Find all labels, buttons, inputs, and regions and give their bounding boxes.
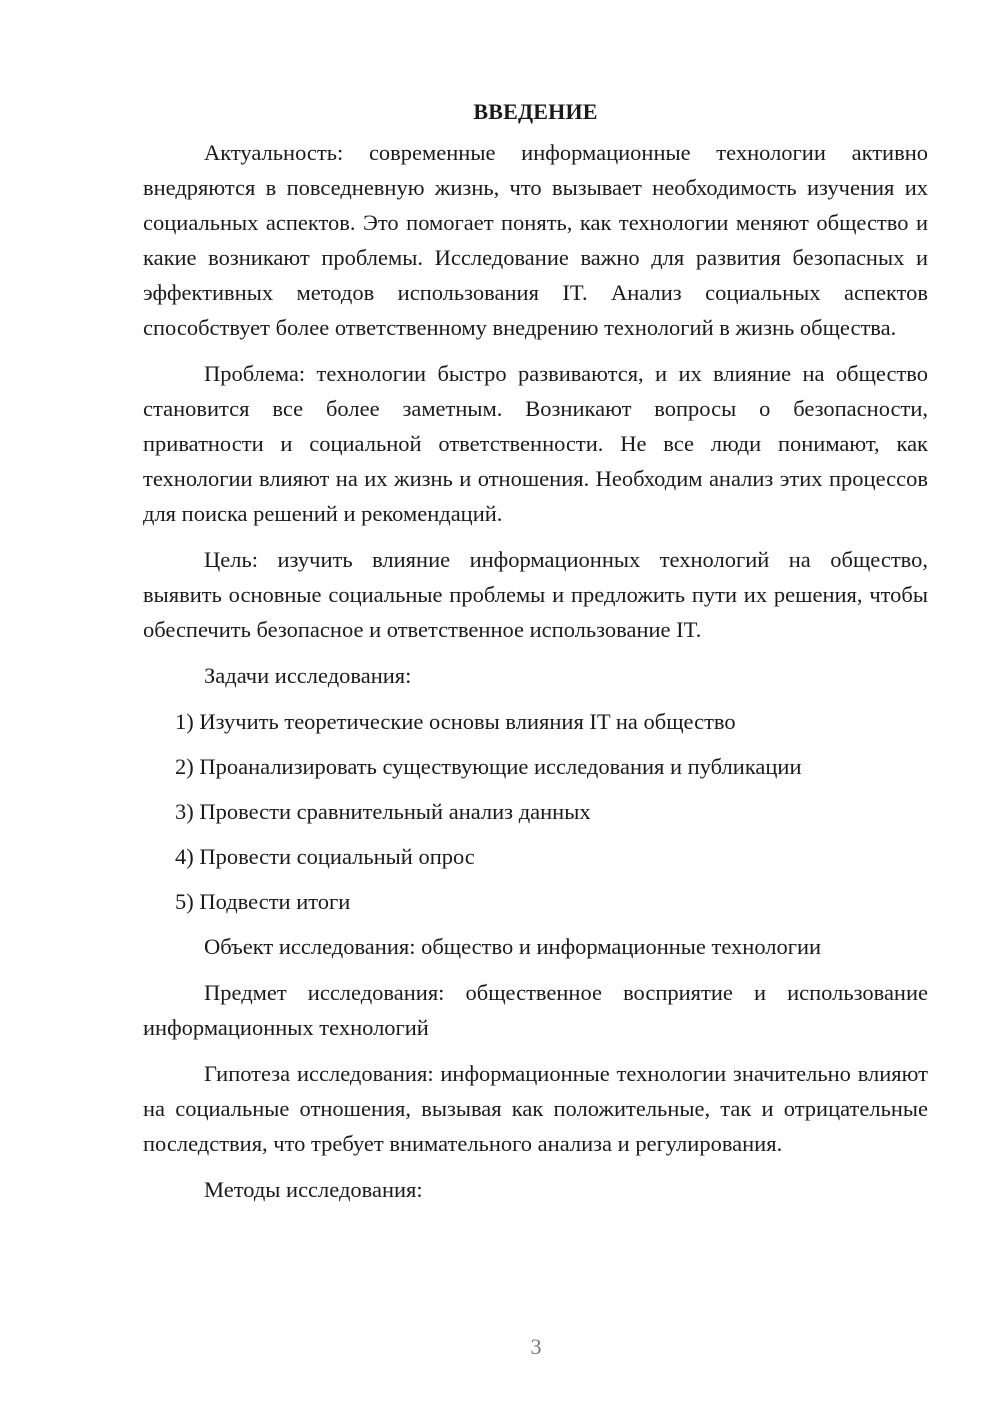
methods-heading: Методы исследования: [204, 1177, 423, 1202]
relevance-paragraph: Актуальность: современные информационные технологии активно внедряются в повседневную жизнь, что вызывает необходимость изучения их социальных аспектов. Это помогает понять, как технологии меняют общество и какие возникают проблемы. Исследование важно для развития безопасных и эффективных методов использования IT. Анализ социальных аспектов способствует более ответственному внедрению технологий в жизнь общества. [143, 140, 928, 340]
task-item: 3) Провести сравнительный анализ данных [175, 799, 591, 824]
tasks-list [143, 704, 928, 919]
goal-paragraph: Цель: изучить влияние информационных технологий на общество, выявить основные социальные проблемы и предложить пути их решения, чтобы обеспечить безопасное и ответственное использование IT. [143, 547, 928, 642]
page-number: 3 [530, 1334, 542, 1359]
task-item: 4) Провести социальный опрос [175, 844, 475, 869]
task-item: 1) Изучить теоретические основы влияния IT на общество [175, 709, 736, 734]
section-title: ВВЕДЕНИЕ [473, 99, 598, 124]
object-paragraph: Объект исследования: общество и информационные технологии [204, 934, 822, 959]
hypothesis-paragraph: Гипотеза исследования: информационные технологии значительно влияют на социальные отношения, вызывая как положительные, так и отрицательные последствия, что требует внимательного анализа и регулирования. [143, 1061, 928, 1156]
subject-paragraph: Предмет исследования: общественное восприятие и использование информационных технологий [143, 980, 928, 1040]
problem-paragraph: Проблема: технологии быстро развиваются, и их влияние на общество становится все более заметным. Возникают вопросы о безопасности, приватности и социальной ответственности. Не все люди понимают, как технологии влияют на их жизнь и отношения. Необходим анализ этих процессов для поиска решений и рекомендаций. [143, 361, 928, 526]
tasks-heading: Задачи исследования: [204, 663, 412, 688]
page-content [143, 95, 928, 1218]
task-item: 5) Подвести итоги [175, 889, 351, 914]
task-item: 2) Проанализировать существующие исследования и публикации [175, 754, 802, 779]
